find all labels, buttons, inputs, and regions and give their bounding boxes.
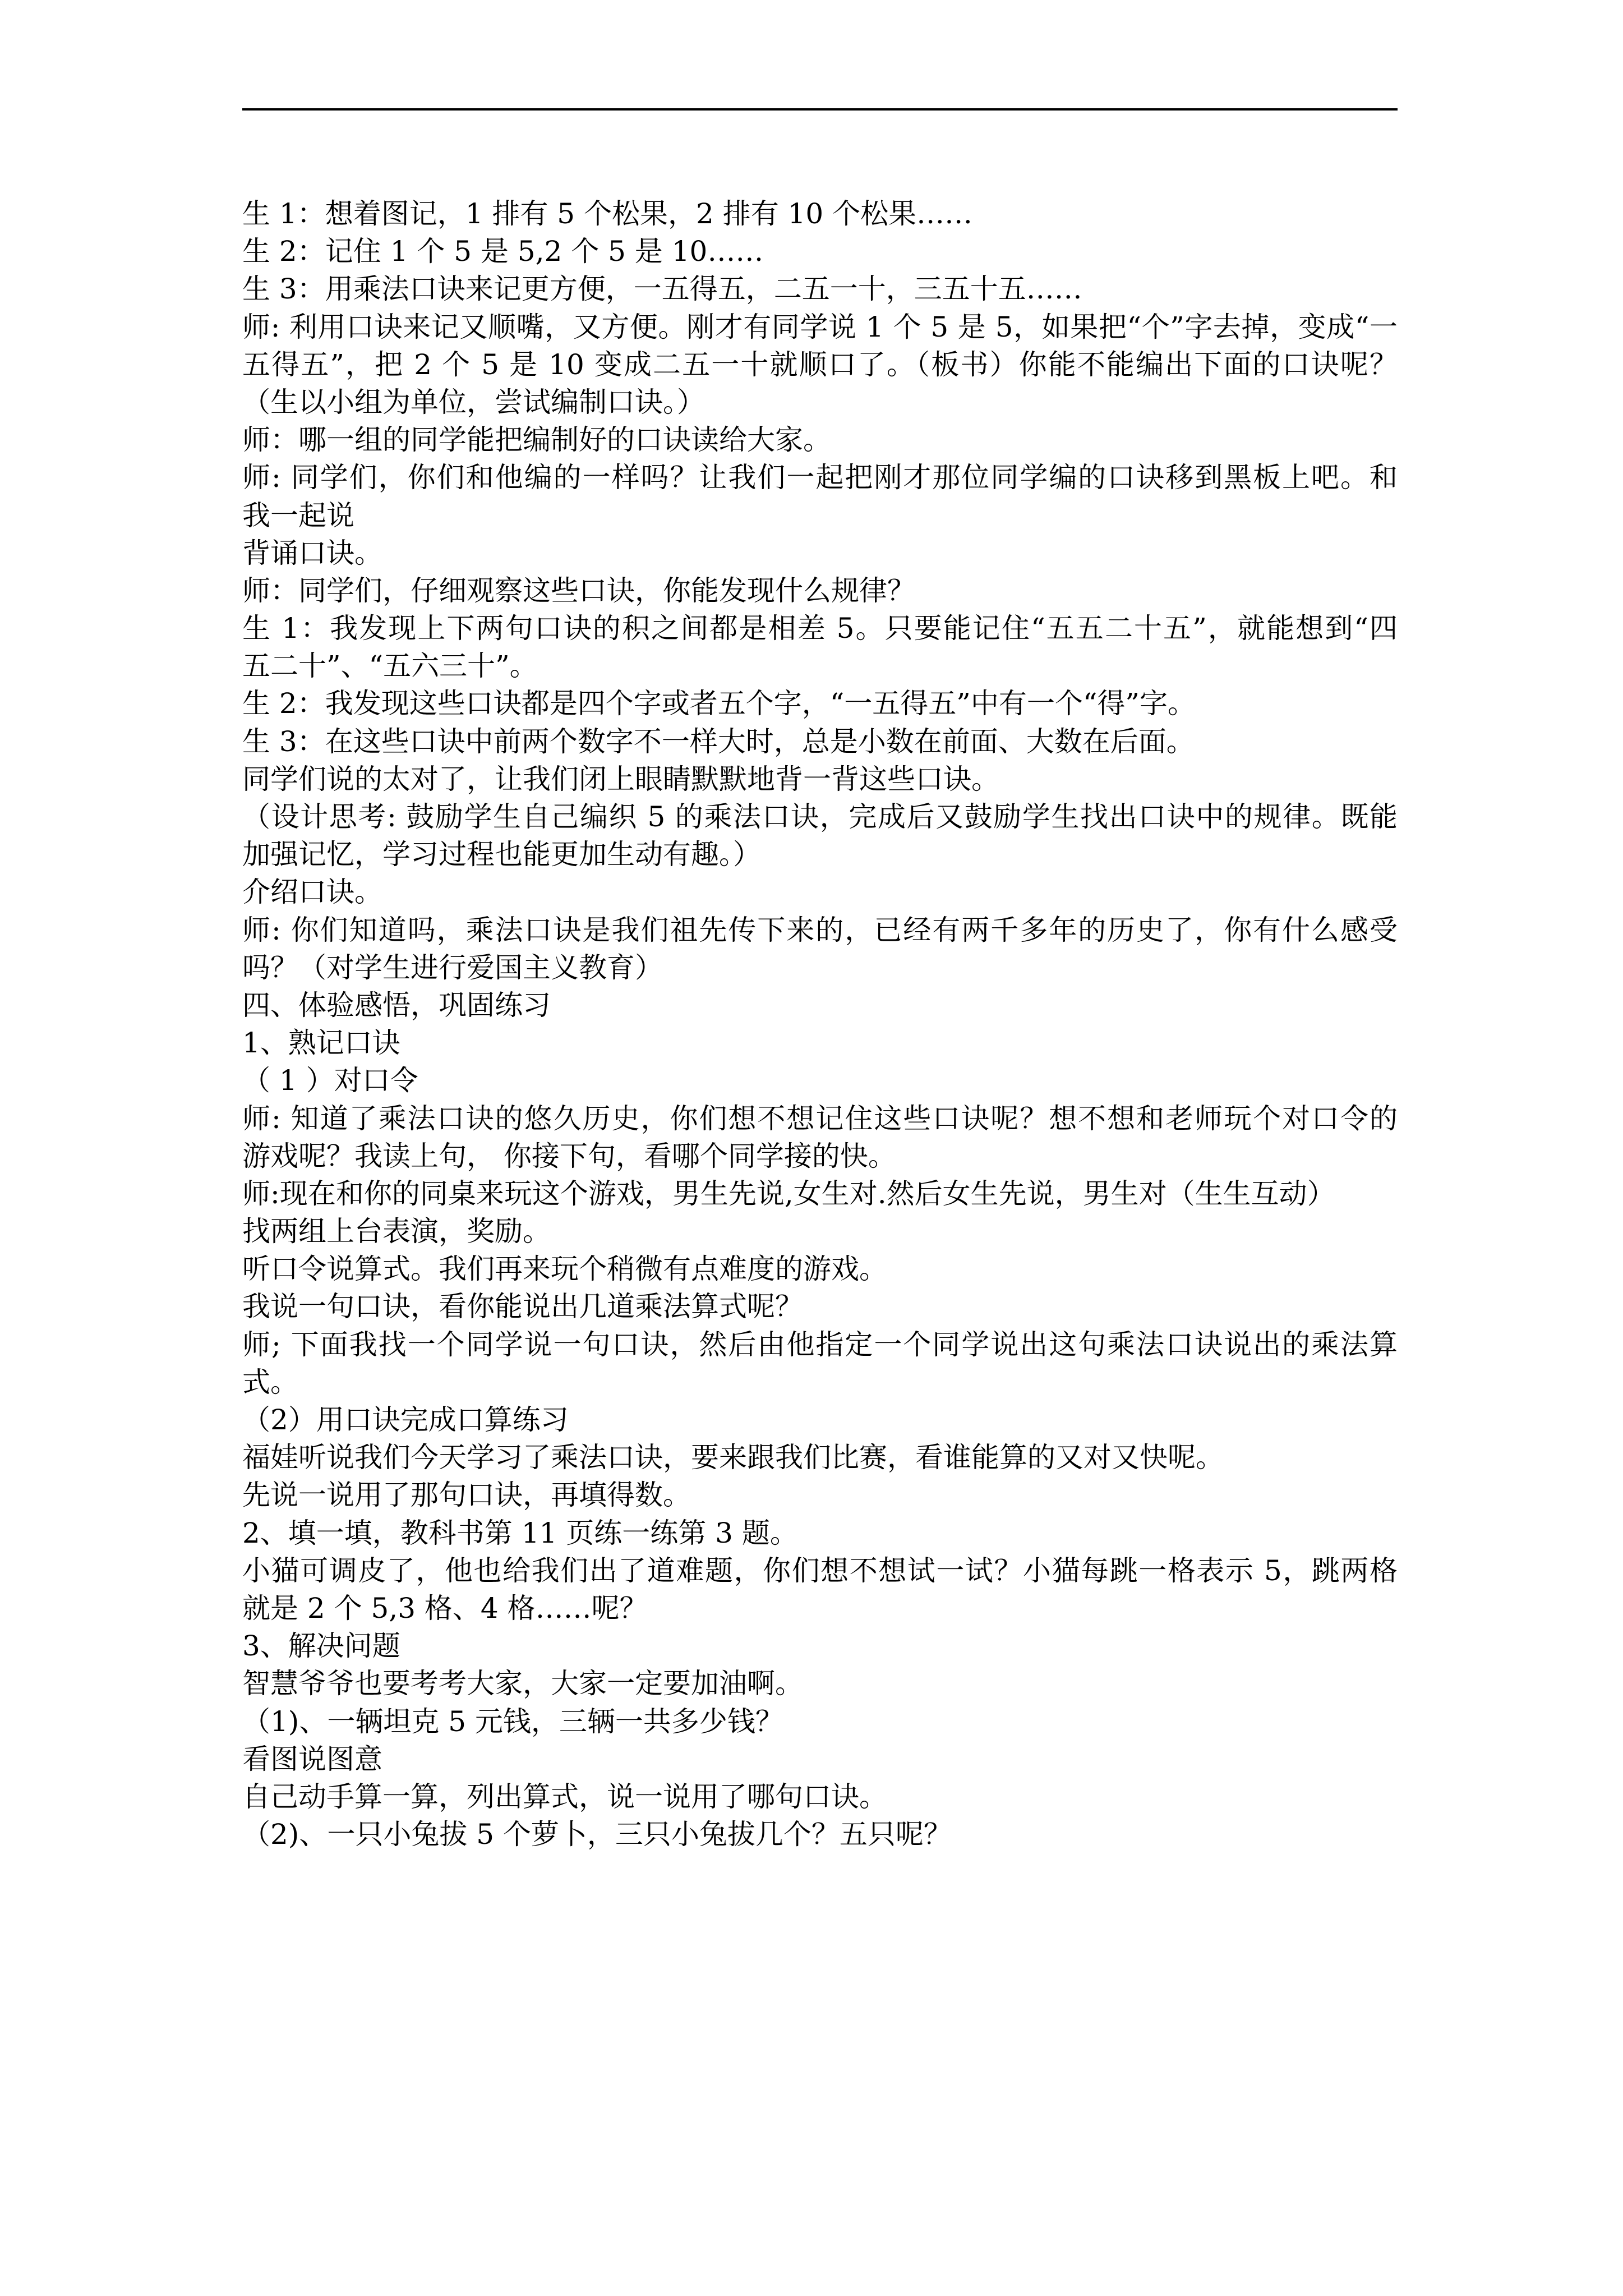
text-line: 介绍口诀。 <box>242 876 382 909</box>
text-line: 我一起说 <box>242 499 354 532</box>
section-heading: 四、体验感悟，巩固练习 <box>242 988 551 1022</box>
text-line: 五二十”、“五六三十”。 <box>242 650 538 683</box>
text-line: （1)、一辆坦克 5 元钱，三辆一共多少钱？ <box>242 1705 783 1738</box>
text-line: 生 3：用乘法口诀来记更方便，一五得五，二五一十，三五十五…… <box>242 273 1082 306</box>
text-line: 式。 <box>242 1365 298 1398</box>
text-line: 背诵口诀。 <box>242 536 382 569</box>
subsection-heading: 2、填一填，教科书第 11 页练一练第 3 题。 <box>242 1516 798 1549</box>
text-line: 我说一句口诀，看你能说出几道乘法算式呢？ <box>242 1290 803 1323</box>
text-line: 加强记忆，学习过程也能更加生动有趣。） <box>242 838 761 871</box>
text-line: 师: 同学们，你们和他编的一样吗？让我们一起把刚才那位同学编的口诀移到黑板上吧。和 <box>242 461 1398 494</box>
text-line: 先说一说用了那句口诀，再填得数。 <box>242 1479 691 1512</box>
text-line: 生 1：想着图记，1 排有 5 个松果，2 排有 10 个松果…… <box>242 197 973 230</box>
text-line: 师: 利用口诀来记又顺嘴，又方便。刚才有同学说 1 个 5 是 5，如果把“个”字去掉，变成“一 <box>242 310 1398 343</box>
text-line: 生 3：在这些口诀中前两个数字不一样大时，总是小数在前面、大数在后面。 <box>242 725 1195 758</box>
text-line: 看图说图意 <box>242 1742 382 1775</box>
text-line: 生 2：我发现这些口诀都是四个字或者五个字，“一五得五”中有一个“得”字。 <box>242 687 1196 720</box>
text-line: 生 2：记住 1 个 5 是 5,2 个 5 是 10…… <box>242 235 764 268</box>
subsection-heading: （2）用口诀完成口算练习 <box>242 1404 569 1436</box>
text-line: 福娃听说我们今天学习了乘法口诀，要来跟我们比赛，看谁能算的又对又快呢。 <box>242 1441 1224 1474</box>
text-line: 生 1：我发现上下两句口诀的积之间都是相差 5。只要能记住“五五二十五”，就能想到“四 <box>242 612 1398 645</box>
text-line: 找两组上台表演，奖励。 <box>242 1215 551 1248</box>
text-line: 小猫可调皮了，他也给我们出了道难题，你们想不想试一试？小猫每跳一格表示 5，跳两格 <box>242 1554 1398 1587</box>
document-body <box>242 195 1398 1853</box>
text-line: 同学们说的太对了，让我们闭上眼睛默默地背一背这些口诀。 <box>242 762 999 795</box>
header-rule <box>242 108 1398 111</box>
text-line: 游戏呢？我读上句， 你接下句，看哪个同学接的快。 <box>242 1139 896 1172</box>
text-line: 师: 知道了乘法口诀的悠久历史，你们想不想记住这些口诀呢？想不想和老师玩个对口令的 <box>242 1102 1398 1135</box>
text-line: （生以小组为单位，尝试编制口诀。） <box>242 385 705 418</box>
text-line: 自己动手算一算，列出算式，说一说用了哪句口诀。 <box>242 1780 887 1813</box>
subsection-heading: 3、解决问题 <box>242 1630 400 1663</box>
text-line: 师：哪一组的同学能把编制好的口诀读给大家。 <box>242 424 831 457</box>
text-line: 智慧爷爷也要考考大家，大家一定要加油啊。 <box>242 1667 803 1700</box>
text-line: 吗？（对学生进行爱国主义教育） <box>242 951 663 984</box>
text-line: 师: 你们知道吗，乘法口诀是我们祖先传下来的，已经有两千多年的历史了，你有什么感受 <box>242 913 1398 946</box>
text-line: （设计思考: 鼓励学生自己编织 5 的乘法口诀，完成后又鼓励学生找出口诀中的规律。既能 <box>242 800 1398 833</box>
text-line: 听口令说算式。我们再来玩个稍微有点难度的游戏。 <box>242 1253 887 1286</box>
text-line: （2)、一只小兔拔 5 个萝卜，三只小兔拔几个？五只呢？ <box>242 1818 952 1851</box>
text-line: 师:现在和你的同桌来玩这个游戏，男生先说,女生对.然后女生先说，男生对（生生互动） <box>242 1177 1335 1210</box>
text-line: 师：同学们，仔细观察这些口诀，你能发现什么规律？ <box>242 574 915 607</box>
subsection-heading: 1、熟记口诀 <box>242 1027 400 1060</box>
subsection-heading: （ 1 ）对口令 <box>242 1064 418 1097</box>
text-line: 师; 下面我找一个同学说一句口诀，然后由他指定一个同学说出这句乘法口诀说出的乘法算 <box>242 1328 1398 1361</box>
text-line: 五得五”，把 2 个 5 是 10 变成二五一十就顺口了。（板书）你能不能编出下面的口诀呢？ <box>242 348 1398 381</box>
text-line: 就是 2 个 5,3 格、4 格……呢？ <box>242 1591 648 1625</box>
